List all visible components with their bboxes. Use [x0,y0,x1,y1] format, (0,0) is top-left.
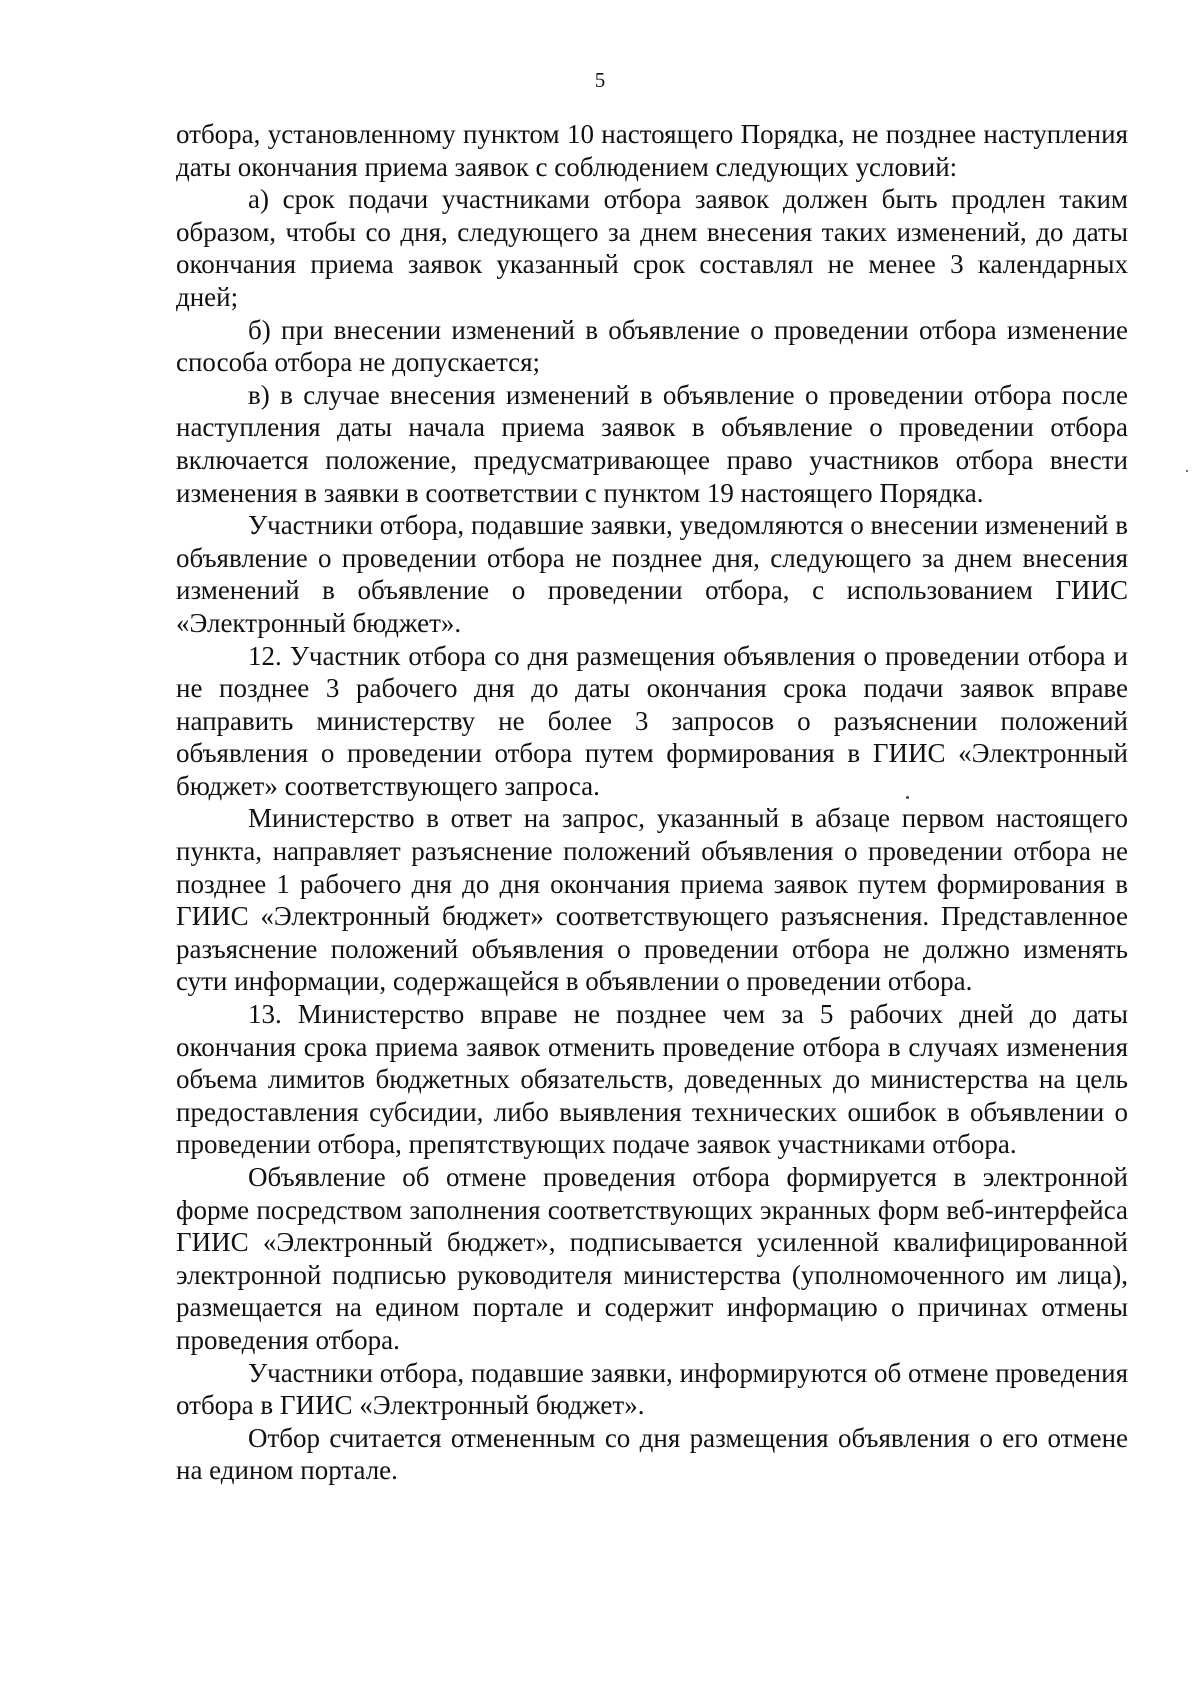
paragraph-condition-a: а) срок подачи участниками отбора заявок должен быть продлен таким образом, чтобы со дня, следующего за днем внесения таких изменений, до даты окончания приема заявок указанный срок составлял не менее 3 календарных дней; [176,184,1128,312]
paragraph-selection-cancelled: Отбор считается отмененным со дня размещения объявления о его отмене на едином портале. [176,1422,1128,1486]
scan-speck [906,796,909,799]
paragraph-ministry-response: Министерство в ответ на запрос, указанный в абзаце первом настоящего пункта, направляет разъяснение положений объявления о проведении отбора не позднее 1 рабочего дня до дня окончания приема заявок путем формирования в ГИИС «Электронный бюджет» соответствующего разъяснения. Представленное разъяснение положений объявления о проведении отбора не должно изменять сути информации, содержащейся в объявлении о проведении отбора. [176,803,1128,997]
paragraph-participants-notified: Участники отбора, подавшие заявки, уведомляются о внесении изменений в объявление о проведении отбора не позднее дня, следующего за днем внесения изменений в объявление о проведении отбора, с использованием ГИИС «Электронный бюджет». [176,510,1128,638]
scan-speck [1186,470,1188,472]
paragraph-item-13: 13. Министерство вправе не позднее чем за 5 рабочих дней до даты окончания срока приема заявок отменить проведение отбора в случаях изменения объема лимитов бюджетных обязательств, доведенных до министерства на цель предоставления субсидии, либо выявления технических ошибок в объявлении о проведении отбора, препятствующих подаче заявок участниками отбора. [176,999,1128,1160]
paragraph-item-12: 12. Участник отбора со дня размещения объявления о проведении отбора и не позднее 3 рабочего дня до даты окончания срока подачи заявок вправе направить министерству не более 3 запросов о разъяснении положений объявления о проведении отбора путем формирования в ГИИС «Электронный бюджет» соответствующего запроса. [176,640,1128,801]
paragraph-condition-b: б) при внесении изменений в объявление о проведении отбора изменение способа отбора не допускается; [176,314,1128,378]
paragraph-condition-c: в) в случае внесения изменений в объявление о проведении отбора после наступления даты начала приема заявок в объявление о проведении отбора включается положение, предусматривающее право участников отбора внести изменения в заявки в соответствии с пунктом 19 настоящего Порядка. [176,379,1128,508]
paragraph-continuation: отбора, установленному пунктом 10 настоящего Порядка, не позднее наступления даты окончания приема заявок с соблюдением следующих условий: [176,119,1128,182]
paragraph-participants-informed: Участники отбора, подавшие заявки, информируются об отмене проведения отбора в ГИИС «Электронный бюджет». [176,1357,1128,1421]
paragraph-cancellation-notice: Объявление об отмене проведения отбора формируется в электронной форме посредством заполнения соответствующих экранных форм веб-интерфейса ГИИС «Электронный бюджет», подписывается усиленной квалифицированной электронной подписью руководителя министерства (уполномоченного им лица), размещается на едином портале и содержит информацию о причинах отмены проведения отбора. [176,1162,1128,1355]
body-text [176,118,1128,1487]
page-number: 5 [594,68,606,92]
